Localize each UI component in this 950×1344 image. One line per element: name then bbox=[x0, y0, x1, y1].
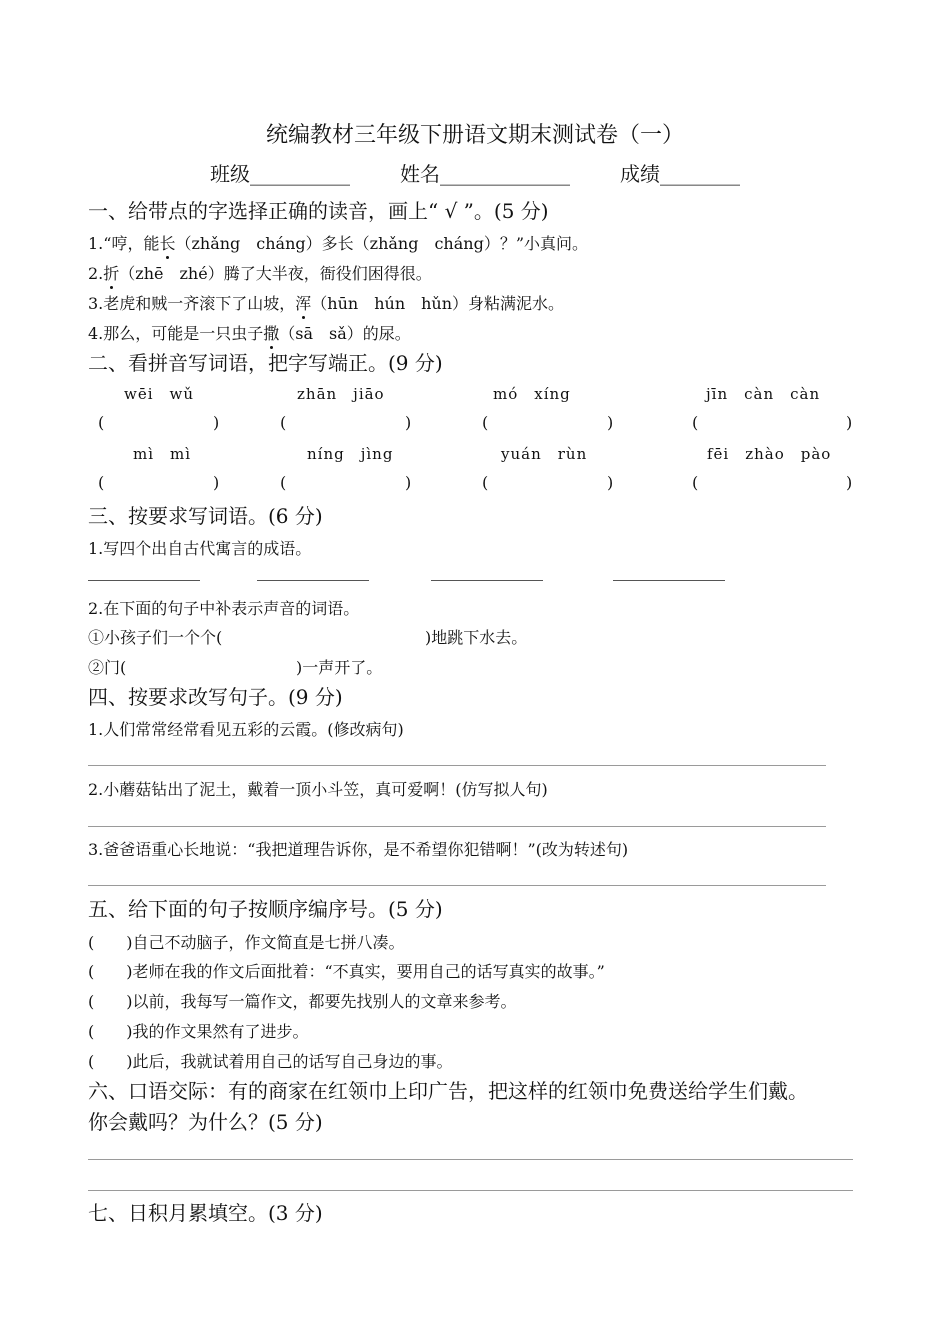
pinyin-1: wēi wǔ bbox=[124, 385, 195, 403]
s1-question-4: 4.那么，可能是一只虫子撒（sā sǎ）的尿。 bbox=[88, 321, 411, 344]
score-field: 成绩________ bbox=[620, 162, 740, 186]
pinyin-7: yuán rùn bbox=[501, 445, 588, 463]
pinyin-8: fēi zhào pào bbox=[707, 445, 832, 463]
s5-item-5: ( )此后，我就试着用自己的话写自己身边的事。 bbox=[88, 1052, 453, 1071]
pinyin-2: zhān jiāo bbox=[297, 385, 385, 403]
answer-line-s4-1 bbox=[88, 765, 826, 766]
answer-box-7-open: ( bbox=[482, 473, 489, 492]
answer-box-1-open: ( bbox=[98, 413, 105, 432]
answer-box-4-open: ( bbox=[692, 413, 699, 432]
s4-question-1: 1.人们常常经常看见五彩的云霞。(修改病句) bbox=[88, 720, 404, 739]
answer-box-5-open: ( bbox=[98, 473, 105, 492]
section-5-heading: 五、给下面的句子按顺序编序号。(5 分) bbox=[88, 897, 443, 921]
s1-question-1: 1.“哼，能长（zhǎng cháng）多长（zhǎng cháng）？”小真问。 bbox=[88, 231, 588, 254]
page-title: 统编教材三年级下册语文期末测试卷（一） bbox=[265, 123, 684, 148]
answer-box-4-close: ) bbox=[846, 413, 853, 432]
section-2-heading: 二、看拼音写词语，把字写端正。(9 分) bbox=[88, 351, 443, 375]
section-4-heading: 四、按要求改写句子。(9 分) bbox=[88, 685, 343, 709]
pinyin-6: níng jìng bbox=[307, 445, 394, 463]
s3-q2a-pre: ①小孩子们一个个( bbox=[88, 628, 223, 647]
pinyin-5: mì mì bbox=[133, 445, 192, 463]
section-6-heading-line-2: 你会戴吗？为什么？(5 分) bbox=[88, 1110, 323, 1134]
idiom-blank-3 bbox=[431, 580, 543, 581]
idiom-blank-1 bbox=[88, 580, 200, 581]
s5-item-1: ( )自己不动脑子，作文简直是七拼八凑。 bbox=[88, 933, 405, 952]
answer-box-8-open: ( bbox=[692, 473, 699, 492]
idiom-blank-4 bbox=[613, 580, 725, 581]
idiom-blank-2 bbox=[257, 580, 369, 581]
s3-question-1: 1.写四个出自古代寓言的成语。 bbox=[88, 539, 312, 558]
answer-box-7-close: ) bbox=[607, 473, 614, 492]
section-1-heading: 一、给带点的字选择正确的读音，画上“ √ ”。(5 分) bbox=[88, 199, 549, 223]
section-6-heading-line-1: 六、口语交际：有的商家在红领巾上印广告，把这样的红领巾免费送给学生们戴。 bbox=[88, 1079, 808, 1103]
answer-box-6-open: ( bbox=[280, 473, 287, 492]
pinyin-4: jīn càn càn bbox=[706, 385, 821, 403]
name-field: 姓名_____________ bbox=[400, 162, 570, 186]
s1-question-3: 3.老虎和贼一齐滚下了山坡，浑（hūn hún hǔn）身粘满泥水。 bbox=[88, 291, 564, 314]
s4-question-3: 3.爸爸语重心长地说：“我把道理告诉你，是不希望你犯错啊！”(改为转述句) bbox=[88, 840, 629, 859]
s4-question-2: 2.小蘑菇钻出了泥土，戴着一顶小斗笠，真可爱啊！(仿写拟人句) bbox=[88, 780, 548, 799]
s5-item-4: ( )我的作文果然有了进步。 bbox=[88, 1022, 309, 1041]
s3-q2b-pre: ②门( bbox=[88, 658, 127, 677]
answer-line-s4-2 bbox=[88, 826, 826, 827]
answer-box-3-close: ) bbox=[607, 413, 614, 432]
s3-q2a-post: )地跳下水去。 bbox=[425, 628, 528, 647]
answer-box-2-close: ) bbox=[405, 413, 412, 432]
s1-question-2: 2.折（zhē zhé）腾了大半夜，衙役们困得很。 bbox=[88, 261, 432, 284]
answer-box-6-close: ) bbox=[405, 473, 412, 492]
s3-question-2: 2.在下面的句子中补表示声音的词语。 bbox=[88, 599, 360, 618]
answer-box-2-open: ( bbox=[280, 413, 287, 432]
section-3-heading: 三、按要求写词语。(6 分) bbox=[88, 504, 323, 528]
answer-box-1-close: ) bbox=[213, 413, 220, 432]
answer-box-3-open: ( bbox=[482, 413, 489, 432]
answer-line-s6-1 bbox=[88, 1159, 853, 1160]
answer-box-8-close: ) bbox=[846, 473, 853, 492]
answer-line-s6-2 bbox=[88, 1190, 853, 1191]
section-7-heading: 七、日积月累填空。(3 分) bbox=[88, 1201, 323, 1225]
class-field: 班级__________ bbox=[210, 162, 350, 186]
s5-item-3: ( )以前，我每写一篇作文，都要先找别人的文章来参考。 bbox=[88, 992, 517, 1011]
s3-q2b-post: )一声开了。 bbox=[296, 658, 383, 677]
s5-item-2: ( )老师在我的作文后面批着：“不真实，要用自己的话写真实的故事。” bbox=[88, 962, 605, 981]
answer-box-5-close: ) bbox=[213, 473, 220, 492]
pinyin-3: mó xíng bbox=[493, 385, 571, 403]
answer-line-s4-3 bbox=[88, 885, 826, 886]
